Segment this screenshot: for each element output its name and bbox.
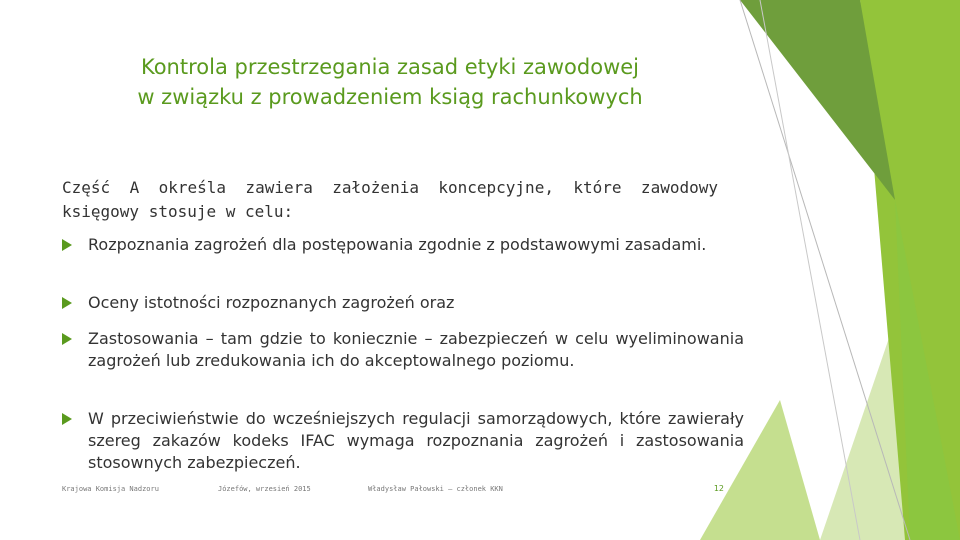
page-number: 12 bbox=[713, 484, 724, 493]
bullet-text: Oceny istotności rozpoznanych zagrożeń oraz bbox=[88, 293, 455, 312]
bullet-item bbox=[62, 292, 744, 314]
triangle-bullet-icon bbox=[62, 297, 72, 309]
bullet-text: Rozpoznania zagrożeń dla postępowania zgodnie z podstawowymi zasadami. bbox=[88, 235, 707, 254]
intro-text: Część A określa zawiera założenia koncepcyjne, które zawodowy księgowy stosuje w celu: bbox=[62, 178, 718, 221]
bullet-item bbox=[62, 328, 744, 372]
triangle-bullet-icon bbox=[62, 333, 72, 345]
bullet-item bbox=[62, 408, 744, 474]
footer-author: Władysław Pałowski – członek KKN bbox=[368, 485, 503, 493]
triangle-bullet-icon bbox=[62, 413, 72, 425]
bullet-text: Zastosowania – tam gdzie to koniecznie – zabezpieczeń w celu wyeliminowania zagrożeń lub zredukowania ich do akceptowalnego poziomu. bbox=[88, 329, 744, 370]
triangle-bullet-icon bbox=[62, 239, 72, 251]
footer-organization: Krajowa Komisja Nadzoru bbox=[62, 485, 159, 493]
bullet-item bbox=[62, 234, 744, 256]
bullet-text: W przeciwieństwie do wcześniejszych regulacji samorządowych, które zawierały szereg zakazów kodeks IFAC wymaga rozpoznania zagrożeń i zastosowania stosownych zabezpieczeń. bbox=[88, 409, 744, 472]
title-line-1: Kontrola przestrzegania zasad etyki zawodowej bbox=[140, 55, 640, 79]
footer-place-date: Józefów, wrzesień 2015 bbox=[218, 485, 311, 493]
slide-title bbox=[100, 52, 680, 112]
title-line-2: w związku z prowadzeniem ksiąg rachunkowych bbox=[137, 85, 643, 109]
